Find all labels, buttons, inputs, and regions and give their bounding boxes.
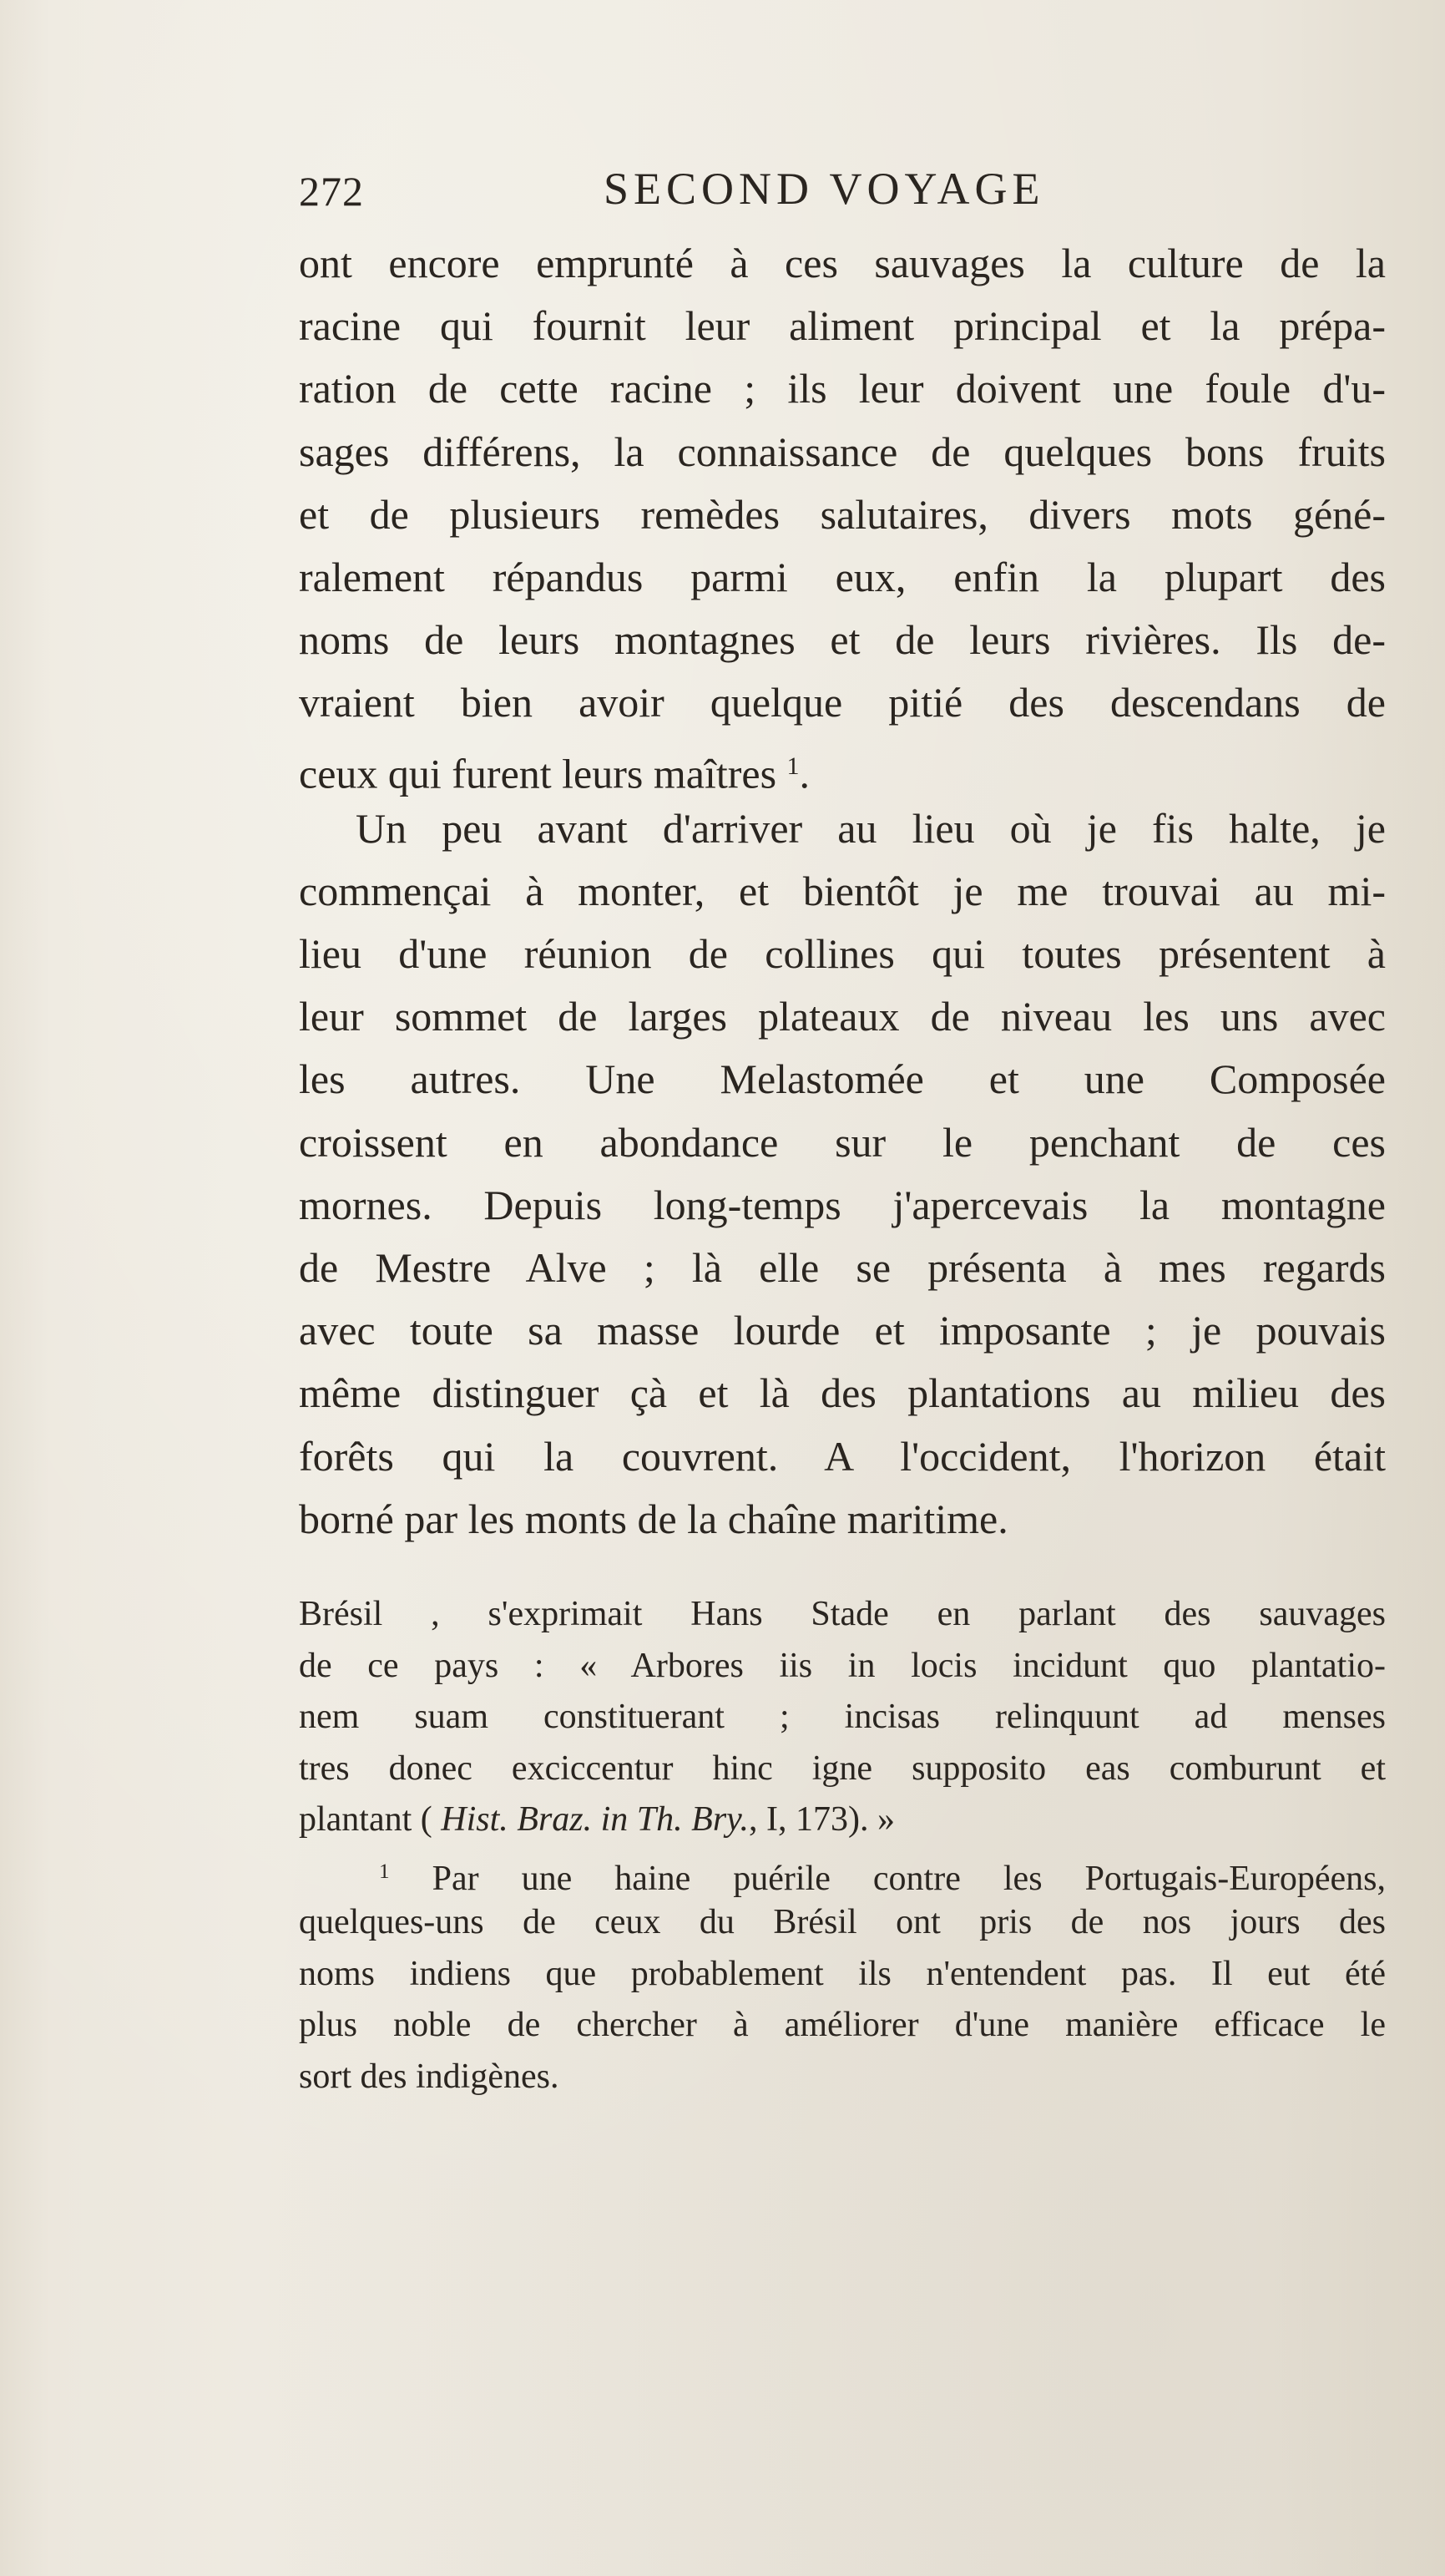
text-line: vraient bien avoir quelque pitié des descendans de: [299, 679, 1386, 726]
text-line-with-footnote-ref: [299, 735, 1386, 797]
line-end-punctuation: .: [799, 750, 811, 797]
footnote-text: Par une haine puérile contre les Portugais-Européens,: [432, 1859, 1386, 1898]
text-line: leur sommet de larges plateaux de niveau les uns avec: [299, 993, 1386, 1040]
text-line: noms de leurs montagnes et de leurs rivières. Ils de-: [299, 616, 1386, 664]
text-line: sages différens, la connaissance de quelques bons fruits: [299, 428, 1386, 475]
page-header: [299, 163, 1384, 221]
footnote-line: de ce pays : « Arbores iis in locis incidunt quo plantatio-: [299, 1646, 1386, 1685]
citation-suffix: , I, 173). »: [749, 1800, 895, 1839]
footnote-2-first-line: [299, 1846, 1386, 1898]
text-line: ration de cette racine ; ils leur doivent une foule d'u-: [299, 365, 1386, 412]
citation-prefix: plantant (: [299, 1800, 432, 1839]
citation-title: Hist. Braz. in Th. Bry.: [441, 1800, 749, 1839]
running-head: SECOND VOYAGE: [604, 164, 1045, 214]
text-line: lieu d'une réunion de collines qui toutes présentent à: [299, 930, 1386, 978]
text-line: même distinguer çà et là des plantations au milieu des: [299, 1369, 1386, 1417]
footnote-line: quelques-uns de ceux du Brésil ont pris de nos jours des: [299, 1903, 1386, 1941]
footnote-line: nem suam constituerant ; incisas relinquunt ad menses: [299, 1698, 1386, 1736]
text-line: croissent en abondance sur le penchant de ces: [299, 1118, 1386, 1166]
text-line: les autres. Une Melastomée et une Composée: [299, 1055, 1386, 1103]
footnote-line: Brésil , s'exprimait Hans Stade en parlant des sauvages: [299, 1595, 1386, 1633]
page-number: 272: [299, 168, 364, 215]
main-text: [299, 232, 1386, 1551]
text-line: ont encore emprunté à ces sauvages la culture de la: [299, 240, 1386, 286]
footnotes: [299, 1589, 1386, 2103]
footnote-line: plus noble de chercher à améliorer d'une manière efficace le: [299, 2006, 1386, 2044]
footnote-reference: 1: [786, 752, 800, 780]
footnote-line: sort des indigènes.: [299, 2057, 559, 2096]
text-line: racine qui fournit leur aliment principal et la prépa-: [299, 302, 1386, 350]
footnote-citation-line: [299, 1794, 1386, 1846]
footnote-line: noms indiens que probablement ils n'entendent pas. Il eut été: [299, 1954, 1386, 1993]
text-line: forêts qui la couvrent. A l'occident, l'horizon était: [299, 1432, 1386, 1480]
text-line: de Mestre Alve ; là elle se présenta à mes regards: [299, 1244, 1386, 1291]
text-line: ceux qui furent leurs maîtres: [299, 750, 777, 797]
text-line: mornes. Depuis long-temps j'apercevais la montagne: [299, 1181, 1386, 1228]
paragraph-last-line: borné par les monts de la chaîne maritime.: [299, 1495, 1008, 1542]
paragraph-first-line: Un peu avant d'arriver au lieu où je fis halte, je: [356, 804, 1386, 852]
text-line: ralement répandus parmi eux, enfin la plupart des: [299, 553, 1386, 600]
footnote-line: tres donec exciccentur hinc igne supposito eas comburunt et: [299, 1749, 1386, 1788]
text-line: et de plusieurs remèdes salutaires, divers mots géné-: [299, 490, 1386, 538]
footnote-marker: 1: [379, 1860, 390, 1883]
text-line: commençai à monter, et bientôt je me trouvai au mi-: [299, 867, 1386, 914]
text-line: avec toute sa masse lourde et imposante ; je pouvais: [299, 1307, 1386, 1354]
